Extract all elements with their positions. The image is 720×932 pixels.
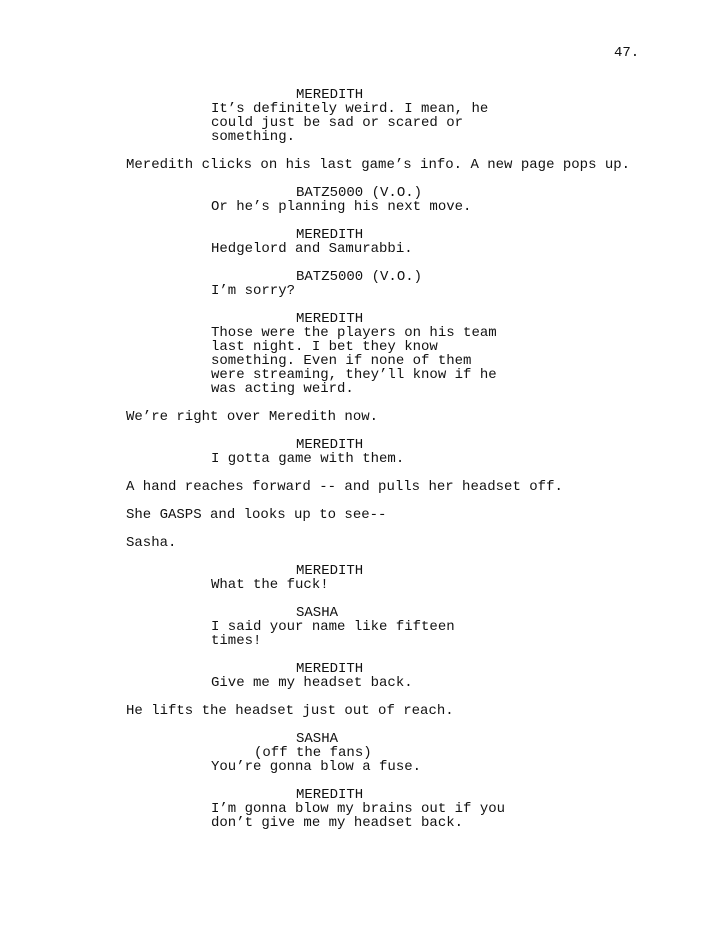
character-name: SASHA xyxy=(296,731,339,747)
action-line: A hand reaches forward -- and pulls her headset off. xyxy=(126,479,563,495)
character-name: MEREDITH xyxy=(296,437,364,453)
action-line: Sasha. xyxy=(126,535,177,551)
dialogue-line: times! xyxy=(211,633,262,649)
dialogue-line: last night. I bet they know xyxy=(211,339,438,355)
dialogue-line: something. Even if none of them xyxy=(211,353,472,369)
character-name: MEREDITH xyxy=(296,87,364,103)
action-line: She GASPS and looks up to see-- xyxy=(126,507,387,523)
character-name: MEREDITH xyxy=(296,661,364,677)
dialogue-line: Or he’s planning his next move. xyxy=(211,199,472,215)
dialogue-line: I’m sorry? xyxy=(211,283,296,299)
character-name: MEREDITH xyxy=(296,563,364,579)
dialogue-line: don’t give me my headset back. xyxy=(211,815,464,831)
dialogue-line: were streaming, they’ll know if he xyxy=(211,367,497,383)
character-name: MEREDITH xyxy=(296,311,364,327)
dialogue-line: I said your name like fifteen xyxy=(211,619,455,635)
action-line: Meredith clicks on his last game’s info. A new page pops up. xyxy=(126,157,631,173)
character-name: MEREDITH xyxy=(296,787,364,803)
parenthetical: (off the fans) xyxy=(254,745,372,761)
dialogue-line: was acting weird. xyxy=(211,381,354,397)
character-name: MEREDITH xyxy=(296,227,364,243)
dialogue-line: Those were the players on his team xyxy=(211,325,497,341)
dialogue-line: What the fuck! xyxy=(211,577,329,593)
page-number: 47. xyxy=(614,45,640,61)
dialogue-line: Give me my headset back. xyxy=(211,675,413,691)
character-name: BATZ5000 (V.O.) xyxy=(296,269,423,285)
dialogue-line: You’re gonna blow a fuse. xyxy=(211,759,422,775)
dialogue-line: Hedgelord and Samurabbi. xyxy=(211,241,413,257)
dialogue-line: I’m gonna blow my brains out if you xyxy=(211,801,506,817)
character-name: BATZ5000 (V.O.) xyxy=(296,185,423,201)
dialogue-line: something. xyxy=(211,129,296,145)
character-name: SASHA xyxy=(296,605,339,621)
dialogue-line: could just be sad or scared or xyxy=(211,115,464,131)
action-line: We’re right over Meredith now. xyxy=(126,409,379,425)
dialogue-line: It’s definitely weird. I mean, he xyxy=(211,101,489,117)
action-line: He lifts the headset just out of reach. xyxy=(126,703,454,719)
dialogue-line: I gotta game with them. xyxy=(211,451,405,467)
